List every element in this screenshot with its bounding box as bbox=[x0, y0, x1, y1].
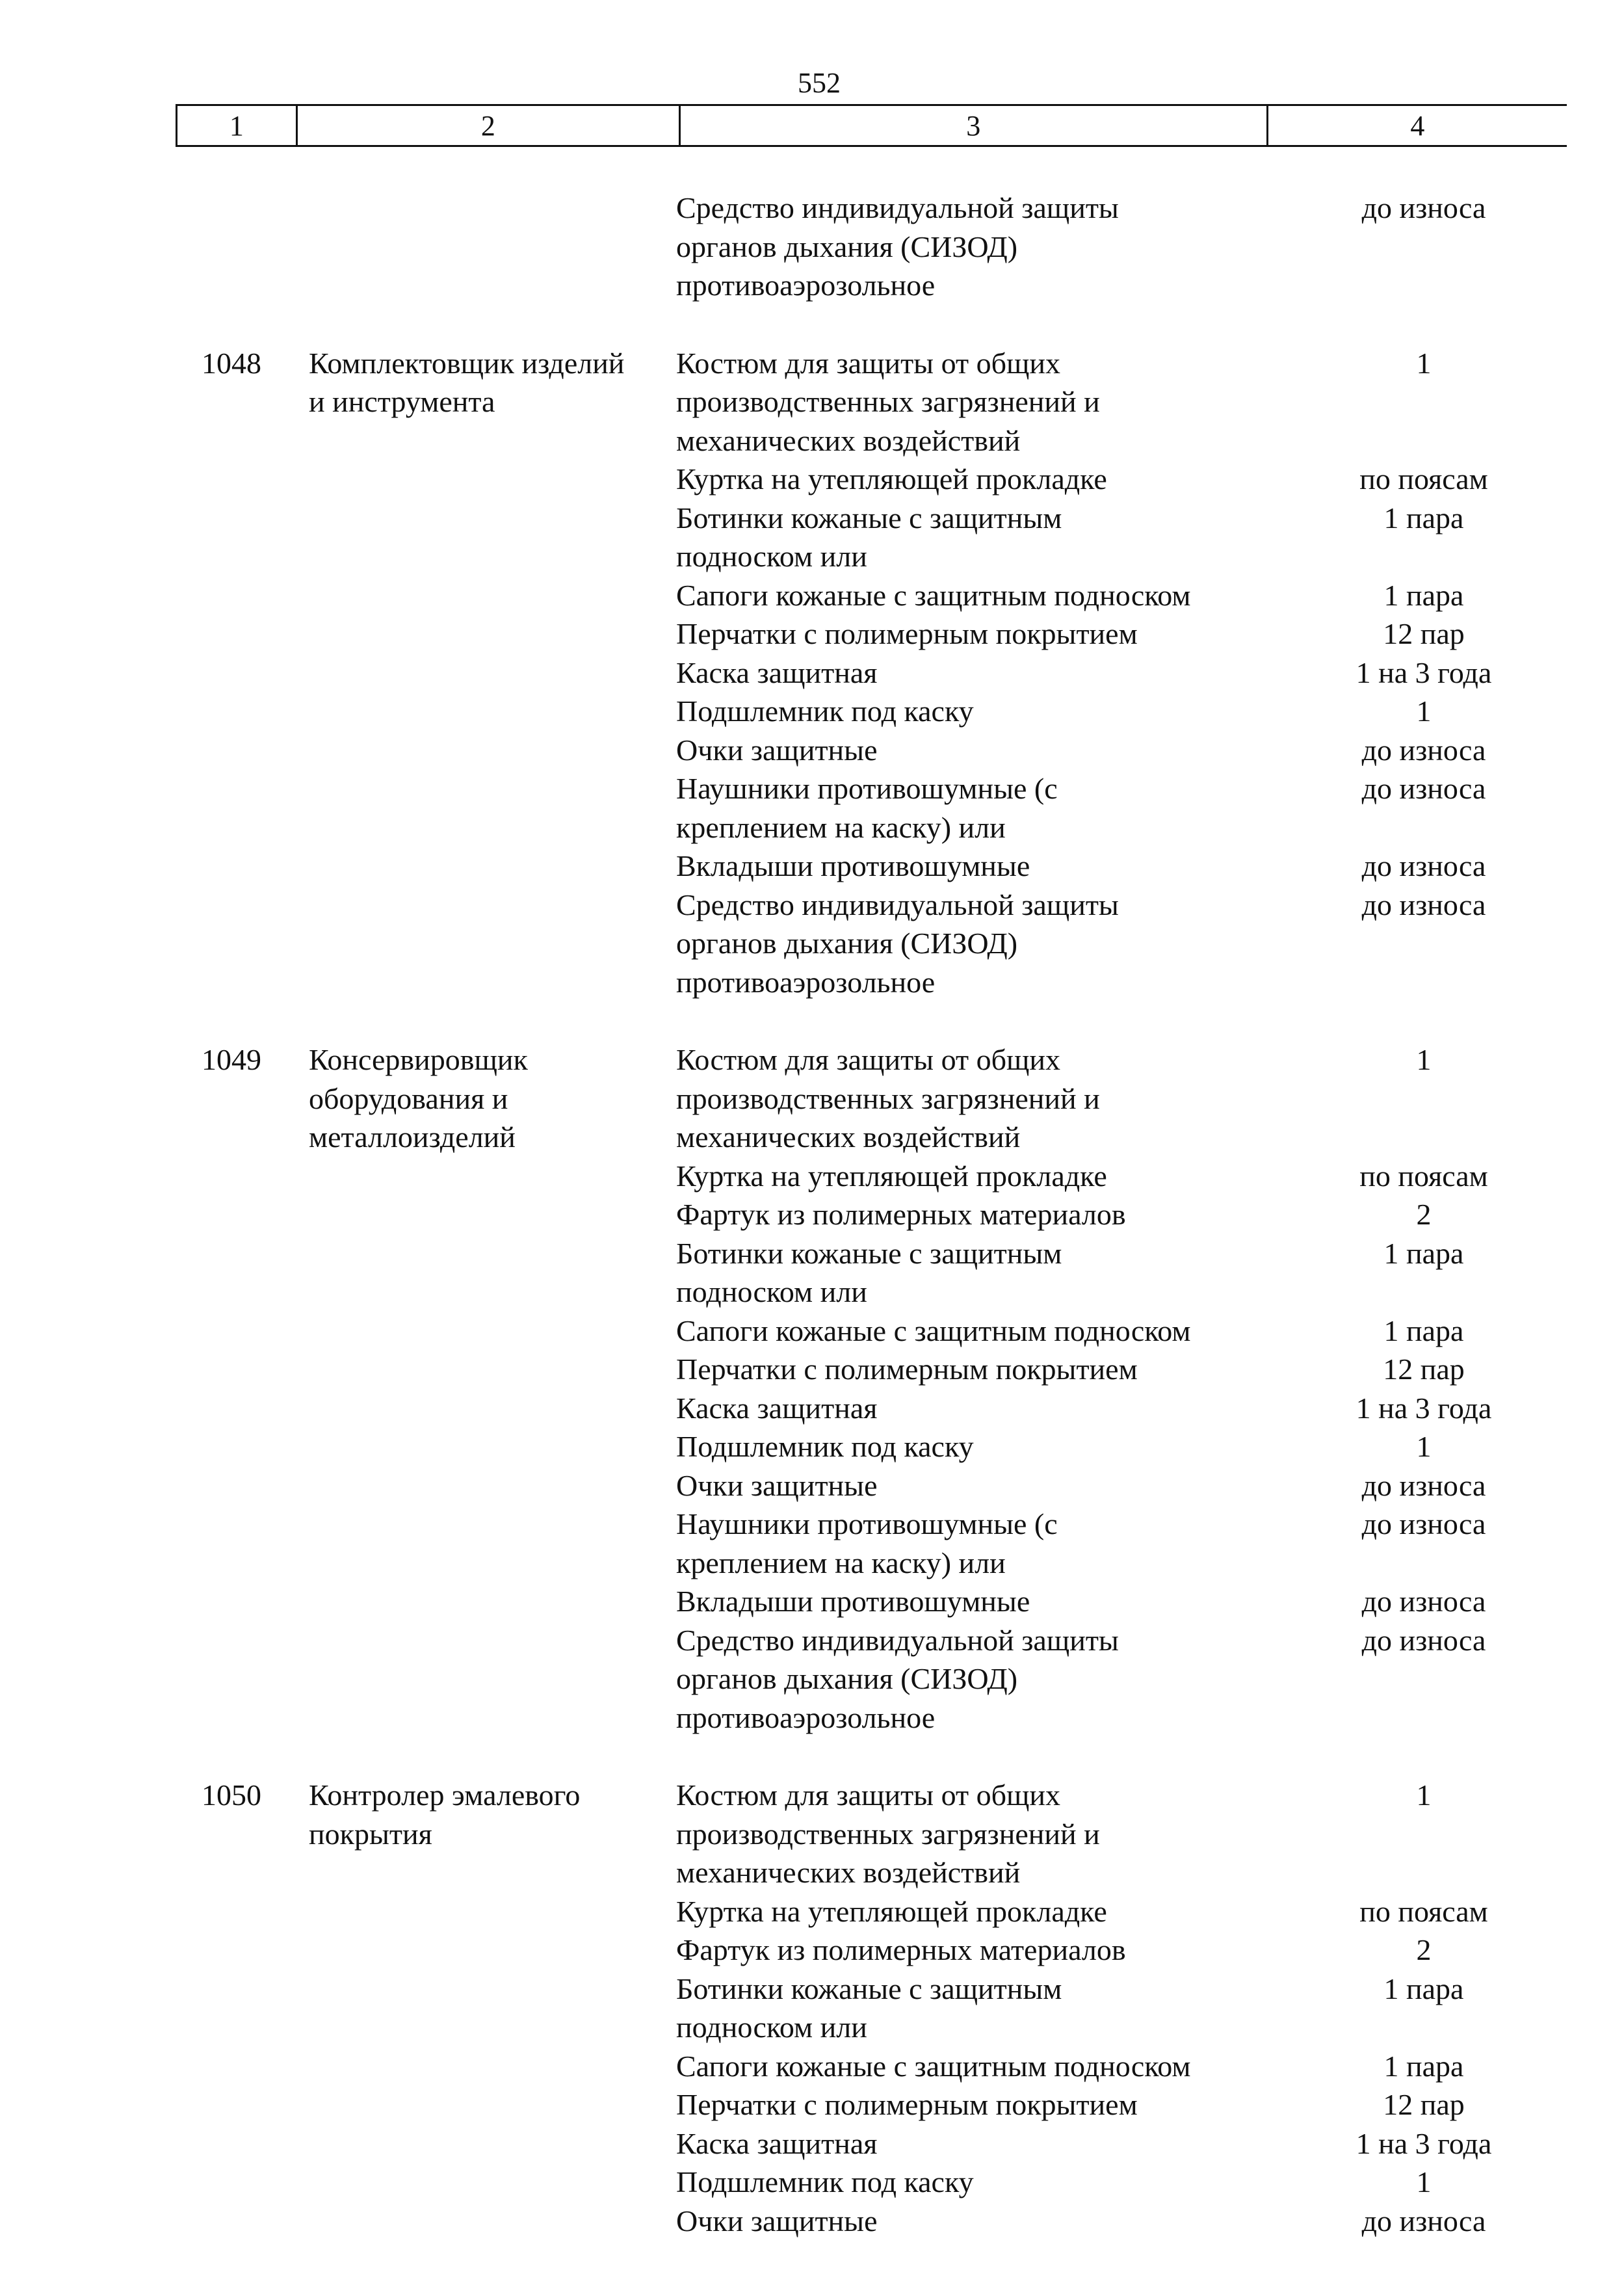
spacer bbox=[280, 189, 663, 228]
spacer bbox=[280, 2124, 663, 2163]
ppe-item-text: противоаэрозольное bbox=[676, 1700, 936, 1734]
spacer bbox=[280, 266, 663, 305]
ppe-item-row bbox=[0, 1698, 1624, 1737]
spacer bbox=[176, 614, 280, 653]
ppe-item-row bbox=[0, 653, 1624, 693]
ppe-item-row bbox=[0, 1118, 1624, 1157]
spacer bbox=[176, 963, 280, 1002]
spacer bbox=[280, 1273, 663, 1312]
spacer bbox=[176, 692, 280, 731]
ppe-item-text: механических воздействий bbox=[676, 423, 1021, 457]
ppe-item-text: Куртка на утепляющей прокладке bbox=[676, 462, 1107, 495]
profession-entry bbox=[0, 1776, 1624, 2240]
spacer bbox=[176, 1659, 280, 1698]
ppe-item-quantity bbox=[1294, 382, 1554, 421]
ppe-item-text: Перчатки с полимерным покрытием bbox=[676, 2088, 1138, 2121]
ppe-item-text: производственных загрязнений и bbox=[676, 385, 1100, 418]
spacer bbox=[280, 1892, 663, 1931]
ppe-item-row bbox=[0, 499, 1624, 538]
ppe-item-quantity bbox=[1294, 1544, 1554, 1583]
spacer bbox=[176, 2047, 280, 2086]
profession-name bbox=[309, 344, 673, 421]
spacer bbox=[280, 1427, 663, 1466]
spacer bbox=[176, 2202, 280, 2241]
spacer bbox=[280, 1853, 663, 1892]
spacer bbox=[176, 382, 280, 421]
ppe-item-quantity: 2 bbox=[1416, 1933, 1432, 1966]
spacer bbox=[176, 1815, 280, 1854]
spacer bbox=[280, 1195, 663, 1234]
ppe-item-text: Очки защитные bbox=[676, 2204, 878, 2237]
ppe-item-text: механических воздействий bbox=[676, 1856, 1021, 1889]
profession-name bbox=[309, 1040, 673, 1157]
ppe-item-row bbox=[0, 1389, 1624, 1428]
ppe-item-text: производственных загрязнений и bbox=[676, 1081, 1100, 1115]
ppe-item-row bbox=[0, 808, 1624, 847]
ppe-item-quantity: до износа bbox=[1361, 1623, 1486, 1657]
page-number: 552 bbox=[798, 67, 841, 99]
spacer bbox=[176, 1389, 280, 1428]
spacer bbox=[176, 228, 280, 267]
ppe-item-text: Костюм для защиты от общих bbox=[676, 1778, 1061, 1812]
ppe-item-quantity bbox=[1294, 1273, 1554, 1312]
spacer bbox=[280, 692, 663, 731]
spacer bbox=[280, 1466, 663, 1505]
ppe-item-text: Каска защитная bbox=[676, 655, 878, 689]
spacer bbox=[280, 1970, 663, 2009]
ppe-item-row bbox=[0, 1815, 1624, 1854]
profession-name bbox=[309, 1776, 673, 1853]
ppe-item-text: органов дыхания (СИЗОД) bbox=[676, 230, 1018, 263]
ppe-item-quantity: 1 bbox=[1416, 1430, 1432, 1463]
spacer bbox=[280, 537, 663, 576]
ppe-item-quantity bbox=[1294, 537, 1554, 576]
profession-entry bbox=[0, 344, 1624, 1002]
entry-number: 1048 bbox=[202, 346, 261, 380]
spacer bbox=[280, 1698, 663, 1737]
spacer bbox=[280, 1621, 663, 1660]
column-header-2: 2 bbox=[298, 106, 681, 145]
spacer bbox=[176, 576, 280, 615]
ppe-item-row bbox=[0, 2163, 1624, 2202]
ppe-item-row bbox=[0, 1427, 1624, 1466]
ppe-item-text: креплением на каску) или bbox=[676, 1546, 1006, 1579]
ppe-item-row bbox=[0, 1234, 1624, 1273]
spacer bbox=[176, 189, 280, 228]
spacer bbox=[280, 2085, 663, 2124]
spacer bbox=[176, 499, 280, 538]
spacer bbox=[280, 2202, 663, 2241]
ppe-item-quantity: 1 bbox=[1416, 1043, 1432, 1076]
spacer bbox=[280, 1931, 663, 1970]
ppe-item-quantity bbox=[1294, 228, 1554, 267]
profession-name-line: и инструмента bbox=[309, 385, 495, 418]
ppe-item-row bbox=[0, 189, 1624, 228]
ppe-item-row bbox=[0, 1621, 1624, 1660]
ppe-item-text: Сапоги кожаные с защитным подноском bbox=[676, 578, 1191, 612]
ppe-item-quantity: 1 на 3 года bbox=[1356, 1391, 1492, 1425]
spacer bbox=[280, 421, 663, 460]
ppe-item-text: органов дыхания (СИЗОД) bbox=[676, 927, 1018, 960]
ppe-item-quantity: до износа bbox=[1361, 888, 1486, 921]
entry-number: 1049 bbox=[202, 1043, 261, 1076]
ppe-item-row bbox=[0, 576, 1624, 615]
ppe-item-row bbox=[0, 382, 1624, 421]
ppe-item-quantity: до износа bbox=[1361, 772, 1486, 805]
ppe-item-quantity: 1 пара bbox=[1383, 1236, 1464, 1270]
ppe-item-quantity: 1 bbox=[1416, 2165, 1432, 2198]
spacer bbox=[280, 963, 663, 1002]
ppe-item-row bbox=[0, 1853, 1624, 1892]
ppe-item-quantity bbox=[1294, 421, 1554, 460]
ppe-item-text: Наушники противошумные (с bbox=[676, 772, 1058, 805]
profession-name-line: Консервировщик bbox=[309, 1043, 528, 1076]
ppe-item-text: Ботинки кожаные с защитным bbox=[676, 501, 1062, 534]
profession-name-line: Контролер эмалевого bbox=[309, 1778, 581, 1812]
ppe-item-quantity: 2 bbox=[1416, 1198, 1432, 1231]
spacer bbox=[176, 1505, 280, 1544]
spacer bbox=[176, 1621, 280, 1660]
spacer bbox=[176, 2085, 280, 2124]
spacer bbox=[280, 228, 663, 267]
ppe-item-text: Средство индивидуальной защиты bbox=[676, 191, 1119, 224]
ppe-item-quantity bbox=[1294, 808, 1554, 847]
spacer bbox=[176, 1466, 280, 1505]
spacer bbox=[176, 808, 280, 847]
spacer bbox=[280, 1389, 663, 1428]
ppe-item-text: Костюм для защиты от общих bbox=[676, 346, 1061, 380]
ppe-item-row bbox=[0, 847, 1624, 886]
norms-table-body bbox=[0, 189, 1624, 2279]
ppe-item-row bbox=[0, 1544, 1624, 1583]
spacer bbox=[280, 1234, 663, 1273]
ppe-item-text: Куртка на утепляющей прокладке bbox=[676, 1894, 1107, 1928]
ppe-item-quantity: до износа bbox=[1361, 1468, 1486, 1502]
ppe-item-row bbox=[0, 886, 1624, 925]
ppe-item-quantity: по поясам bbox=[1359, 1894, 1488, 1928]
spacer bbox=[176, 266, 280, 305]
spacer bbox=[176, 731, 280, 770]
spacer bbox=[176, 1698, 280, 1737]
ppe-item-quantity: 1 на 3 года bbox=[1356, 655, 1492, 689]
spacer bbox=[176, 537, 280, 576]
spacer bbox=[280, 1659, 663, 1698]
ppe-item-text: Сапоги кожаные с защитным подноском bbox=[676, 1313, 1191, 1347]
spacer bbox=[280, 614, 663, 653]
ppe-item-quantity: 12 пар bbox=[1383, 2088, 1465, 2121]
ppe-item-quantity: до износа bbox=[1361, 191, 1486, 224]
ppe-item-row bbox=[0, 2047, 1624, 2086]
ppe-item-text: подноском или bbox=[676, 2011, 867, 2044]
spacer bbox=[176, 2163, 280, 2202]
ppe-item-text: противоаэрозольное bbox=[676, 965, 936, 999]
ppe-item-quantity: 12 пар bbox=[1383, 617, 1465, 650]
ppe-item-quantity: до износа bbox=[1361, 1585, 1486, 1618]
ppe-item-text: Подшлемник под каску bbox=[676, 2165, 974, 2198]
spacer bbox=[176, 2124, 280, 2163]
spacer bbox=[280, 2163, 663, 2202]
ppe-item-text: производственных загрязнений и bbox=[676, 1817, 1100, 1851]
ppe-item-text: механических воздействий bbox=[676, 1120, 1021, 1154]
spacer bbox=[176, 1544, 280, 1583]
entry-number: 1050 bbox=[202, 1778, 261, 1812]
ppe-item-row bbox=[0, 460, 1624, 499]
ppe-item-quantity bbox=[1294, 1815, 1554, 1854]
spacer bbox=[176, 1312, 280, 1351]
ppe-item-text: Фартук из полимерных материалов bbox=[676, 1933, 1126, 1966]
spacer bbox=[176, 1931, 280, 1970]
spacer bbox=[280, 847, 663, 886]
ppe-item-text: Костюм для защиты от общих bbox=[676, 1043, 1061, 1076]
spacer bbox=[176, 1853, 280, 1892]
spacer bbox=[280, 576, 663, 615]
ppe-item-text: Очки защитные bbox=[676, 1468, 878, 1502]
spacer bbox=[280, 808, 663, 847]
ppe-item-row bbox=[0, 228, 1624, 267]
ppe-item-row bbox=[0, 1659, 1624, 1698]
spacer bbox=[280, 1582, 663, 1621]
ppe-item-quantity: до износа bbox=[1361, 1507, 1486, 1540]
ppe-item-row bbox=[0, 2202, 1624, 2241]
spacer bbox=[280, 769, 663, 808]
ppe-item-text: Куртка на утепляющей прокладке bbox=[676, 1159, 1107, 1193]
spacer bbox=[280, 1157, 663, 1196]
ppe-item-text: Перчатки с полимерным покрытием bbox=[676, 617, 1138, 650]
spacer bbox=[280, 924, 663, 963]
ppe-item-row bbox=[0, 266, 1624, 305]
spacer bbox=[176, 769, 280, 808]
ppe-item-row bbox=[0, 1195, 1624, 1234]
ppe-item-row bbox=[0, 1079, 1624, 1118]
column-header-row bbox=[176, 104, 1567, 147]
ppe-item-text: Ботинки кожаные с защитным bbox=[676, 1236, 1062, 1270]
ppe-item-quantity: до износа bbox=[1361, 733, 1486, 767]
profession-name-line: Комплектовщик изделий bbox=[309, 346, 625, 380]
ppe-item-quantity: 12 пар bbox=[1383, 1353, 1465, 1386]
ppe-item-quantity: 1 пара bbox=[1383, 2049, 1464, 2083]
spacer bbox=[280, 2047, 663, 2086]
ppe-item-quantity: 1 bbox=[1416, 346, 1432, 380]
ppe-item-text: Средство индивидуальной защиты bbox=[676, 888, 1119, 921]
ppe-item-row bbox=[0, 1350, 1624, 1389]
ppe-item-text: Каска защитная bbox=[676, 1391, 878, 1425]
ppe-item-text: Каска защитная bbox=[676, 2126, 878, 2160]
column-header-1: 1 bbox=[177, 106, 298, 145]
column-header-3: 3 bbox=[681, 106, 1268, 145]
spacer bbox=[280, 1312, 663, 1351]
spacer bbox=[176, 1582, 280, 1621]
ppe-item-text: Подшлемник под каску bbox=[676, 694, 974, 728]
profession-name-line: покрытия bbox=[309, 1817, 432, 1851]
spacer bbox=[176, 1350, 280, 1389]
ppe-item-row bbox=[0, 2008, 1624, 2047]
ppe-item-quantity: 1 bbox=[1416, 1778, 1432, 1812]
ppe-item-text: Вкладыши противошумные bbox=[676, 849, 1030, 882]
ppe-item-row bbox=[0, 1312, 1624, 1351]
ppe-item-row bbox=[0, 924, 1624, 963]
spacer bbox=[176, 1234, 280, 1273]
ppe-item-text: подноском или bbox=[676, 1275, 867, 1308]
ppe-item-row bbox=[0, 1931, 1624, 1970]
spacer bbox=[280, 499, 663, 538]
ppe-item-quantity: 1 пара bbox=[1383, 1972, 1464, 2005]
ppe-item-row bbox=[0, 963, 1624, 1002]
spacer bbox=[280, 731, 663, 770]
spacer bbox=[176, 2008, 280, 2047]
ppe-item-row bbox=[0, 1505, 1624, 1544]
ppe-item-text: органов дыхания (СИЗОД) bbox=[676, 1662, 1018, 1695]
spacer bbox=[280, 886, 663, 925]
ppe-item-text: Очки защитные bbox=[676, 733, 878, 767]
spacer bbox=[280, 1505, 663, 1544]
spacer bbox=[176, 460, 280, 499]
profession-entry bbox=[0, 189, 1624, 305]
ppe-item-quantity: 1 пара bbox=[1383, 501, 1464, 534]
ppe-item-text: Средство индивидуальной защиты bbox=[676, 1623, 1119, 1657]
ppe-item-quantity bbox=[1294, 1853, 1554, 1892]
ppe-item-text: противоаэрозольное bbox=[676, 269, 936, 302]
ppe-item-text: Ботинки кожаные с защитным bbox=[676, 1972, 1062, 2005]
spacer bbox=[176, 1273, 280, 1312]
spacer bbox=[280, 2008, 663, 2047]
ppe-item-text: Сапоги кожаные с защитным подноском bbox=[676, 2049, 1191, 2083]
spacer bbox=[176, 1892, 280, 1931]
spacer bbox=[280, 1350, 663, 1389]
ppe-item-quantity bbox=[1294, 266, 1554, 305]
ppe-item-text: подноском или bbox=[676, 540, 867, 573]
ppe-item-row bbox=[0, 1157, 1624, 1196]
ppe-item-row bbox=[0, 1970, 1624, 2009]
spacer bbox=[280, 1544, 663, 1583]
spacer bbox=[176, 1427, 280, 1466]
ppe-item-quantity bbox=[1294, 1698, 1554, 1737]
spacer bbox=[176, 1118, 280, 1157]
ppe-item-quantity bbox=[1294, 924, 1554, 963]
ppe-item-quantity bbox=[1294, 2008, 1554, 2047]
ppe-item-row bbox=[0, 1273, 1624, 1312]
ppe-item-row bbox=[0, 692, 1624, 731]
spacer bbox=[176, 421, 280, 460]
ppe-item-quantity: 1 на 3 года bbox=[1356, 2126, 1492, 2160]
ppe-item-row bbox=[0, 1892, 1624, 1931]
ppe-item-quantity: 1 bbox=[1416, 694, 1432, 728]
ppe-item-text: Перчатки с полимерным покрытием bbox=[676, 1353, 1138, 1386]
ppe-item-row bbox=[0, 614, 1624, 653]
ppe-item-row bbox=[0, 421, 1624, 460]
spacer bbox=[176, 653, 280, 693]
ppe-item-quantity bbox=[1294, 1079, 1554, 1118]
profession-name-line: металлоизделий bbox=[309, 1120, 516, 1154]
ppe-item-row bbox=[0, 1582, 1624, 1621]
spacer bbox=[176, 1157, 280, 1196]
spacer bbox=[280, 460, 663, 499]
ppe-item-quantity: по поясам bbox=[1359, 462, 1488, 495]
ppe-item-row bbox=[0, 537, 1624, 576]
ppe-item-quantity: до износа bbox=[1361, 849, 1486, 882]
spacer bbox=[280, 653, 663, 693]
ppe-item-row bbox=[0, 1466, 1624, 1505]
ppe-item-text: Фартук из полимерных материалов bbox=[676, 1198, 1126, 1231]
ppe-item-row bbox=[0, 731, 1624, 770]
ppe-item-quantity: 1 пара bbox=[1383, 578, 1464, 612]
ppe-item-quantity bbox=[1294, 1659, 1554, 1698]
spacer bbox=[176, 847, 280, 886]
ppe-item-text: Подшлемник под каску bbox=[676, 1430, 974, 1463]
profession-name-line: оборудования и bbox=[309, 1081, 508, 1115]
ppe-item-quantity: 1 пара bbox=[1383, 1313, 1464, 1347]
spacer bbox=[176, 1970, 280, 2009]
ppe-item-row bbox=[0, 2124, 1624, 2163]
ppe-item-text: Вкладыши противошумные bbox=[676, 1585, 1030, 1618]
ppe-item-row bbox=[0, 2085, 1624, 2124]
ppe-item-quantity: по поясам bbox=[1359, 1159, 1488, 1193]
ppe-item-text: креплением на каску) или bbox=[676, 810, 1006, 844]
ppe-item-text: Наушники противошумные (с bbox=[676, 1507, 1058, 1540]
spacer bbox=[176, 1079, 280, 1118]
column-header-4: 4 bbox=[1410, 109, 1425, 142]
spacer bbox=[176, 886, 280, 925]
ppe-item-quantity bbox=[1294, 1118, 1554, 1157]
profession-entry bbox=[0, 1040, 1624, 1737]
spacer bbox=[176, 1195, 280, 1234]
ppe-item-quantity bbox=[1294, 963, 1554, 1002]
ppe-item-row bbox=[0, 769, 1624, 808]
spacer bbox=[176, 924, 280, 963]
ppe-item-quantity: до износа bbox=[1361, 2204, 1486, 2237]
